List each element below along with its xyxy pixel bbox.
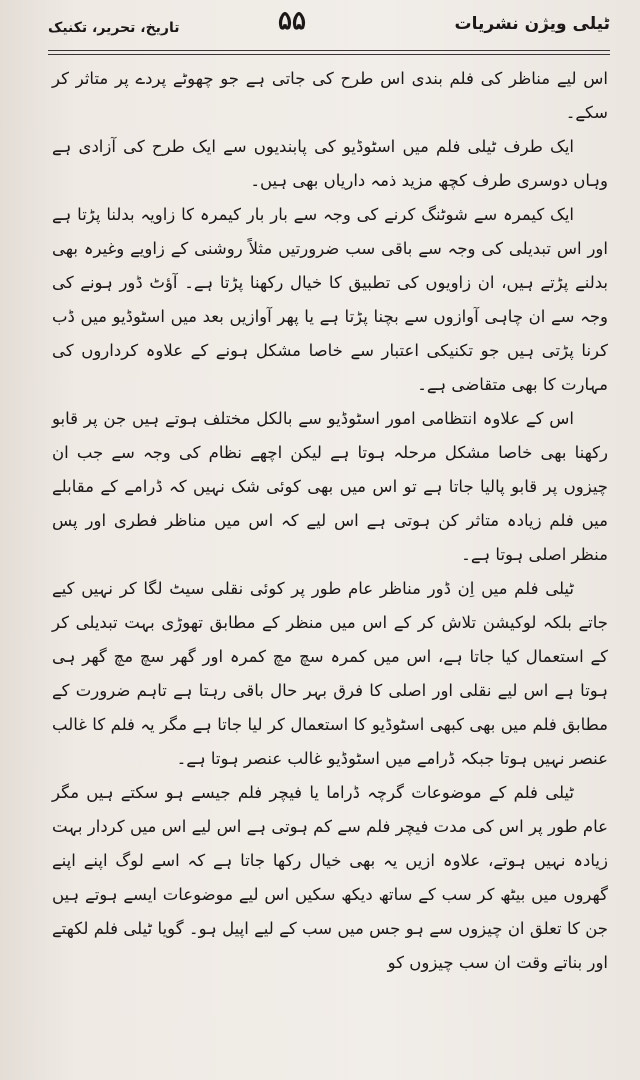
paragraph-1: اس لیے مناظر کی فلم بندی اس طرح کی جاتی ہے جو چھوٹے پردے پر متاثر کر سکے۔ [52, 69, 608, 122]
page-header [48, 4, 610, 48]
header-rule-bottom [48, 54, 610, 55]
body-text [52, 62, 608, 980]
book-title: ٹیلی ویژن نشریات [454, 14, 610, 34]
paragraph-6: ٹیلی فلم کے موضوعات گرچہ ڈراما یا فیچر فلم جیسے ہو سکتے ہیں مگر عام طور پر اس کی مدت فیچر فلم سے کم ہوتی ہے اس لیے اس میں کردار بہت زیادہ نہیں ہوتے، علاوہ ازیں یہ بھی خیال رکھا جاتا ہے کہ اسے لوگ اپنے اپنے گھروں میں بیٹھ کر سب کے ساتھ دیکھ سکیں اس لیے موضوعات ایسے ہوتے ہیں جن کا تعلق ان چیزوں سے ہو جس میں سب کے لیے اپیل ہو۔ گویا ٹیلی فلم لکھتے اور بناتے وقت ان سب چیزوں کو [52, 783, 608, 972]
paragraph-2: ایک طرف ٹیلی فلم میں اسٹوڈیو کی پابندیوں سے ایک طرح کی آزادی ہے وہاں دوسری طرف کچھ مزید ذمہ داریاں بھی ہیں۔ [52, 137, 608, 190]
page-number: ۵۵ [278, 6, 306, 36]
header-rule-top [48, 50, 610, 51]
paragraph-4: اس کے علاوہ انتظامی امور اسٹوڈیو سے بالکل مختلف ہوتے ہیں جن پر قابو رکھنا بھی خاصا مشکل مرحلہ ہوتا ہے لیکن اچھے نظام کی وجہ سے جب ان چیزوں پر قابو پالیا جاتا ہے تو اس میں بھی کوئی شک نہیں کہ ڈرامے کے مقابلے میں فلم زیادہ متاثر کن ہوتی ہے اس لیے کہ اس میں مناظر فطری اور پس منظر اصلی ہوتا ہے۔ [52, 409, 608, 564]
chapter-title: تاریخ، تحریر، تکنیک [48, 20, 180, 36]
paragraph-3: ایک کیمرہ سے شوٹنگ کرنے کی وجہ سے بار بار کیمرہ کا زاویہ بدلنا پڑتا ہے اور اس تبدیلی کی وجہ سے باقی سب ضرورتیں مثلاً روشنی کے زاویے وغیرہ بھی بدلنے پڑتے ہیں، ان زاویوں کی تطبیق کا خیال رکھنا پڑتا ہے۔ آؤٹ ڈور ہونے کی وجہ سے ان چاہی آوازوں سے بچنا پڑتا ہے یا پھر آوازیں بعد میں اسٹوڈیو میں ڈب کرنا پڑتی ہیں جو تکنیکی اعتبار سے خاصا مشکل ہونے کے علاوہ کرداروں کی مہارت کا بھی متقاضی ہے۔ [52, 205, 608, 394]
paragraph-5: ٹیلی فلم میں اِن ڈور مناظر عام طور پر کوئی نقلی سیٹ لگا کر نہیں کیے جاتے بلکہ لوکیشن تلاش کر کے اس میں منظر کے مطابق تھوڑی بہت تبدیلی کر کے استعمال کیا جاتا ہے، اس میں کمرہ سچ مچ کمرہ اور گھر سچ مچ گھر ہی ہوتا ہے اس لیے نقلی اور اصلی کا فرق بہر حال باقی رہتا ہے تاہم ضرورت کے مطابق فلم میں بھی کبھی اسٹوڈیو کا استعمال کر لیا جاتا ہے مگر یہ فلم کا غالب عنصر نہیں ہوتا جبکہ ڈرامے میں اسٹوڈیو غالب عنصر ہوتا ہے۔ [52, 579, 608, 768]
